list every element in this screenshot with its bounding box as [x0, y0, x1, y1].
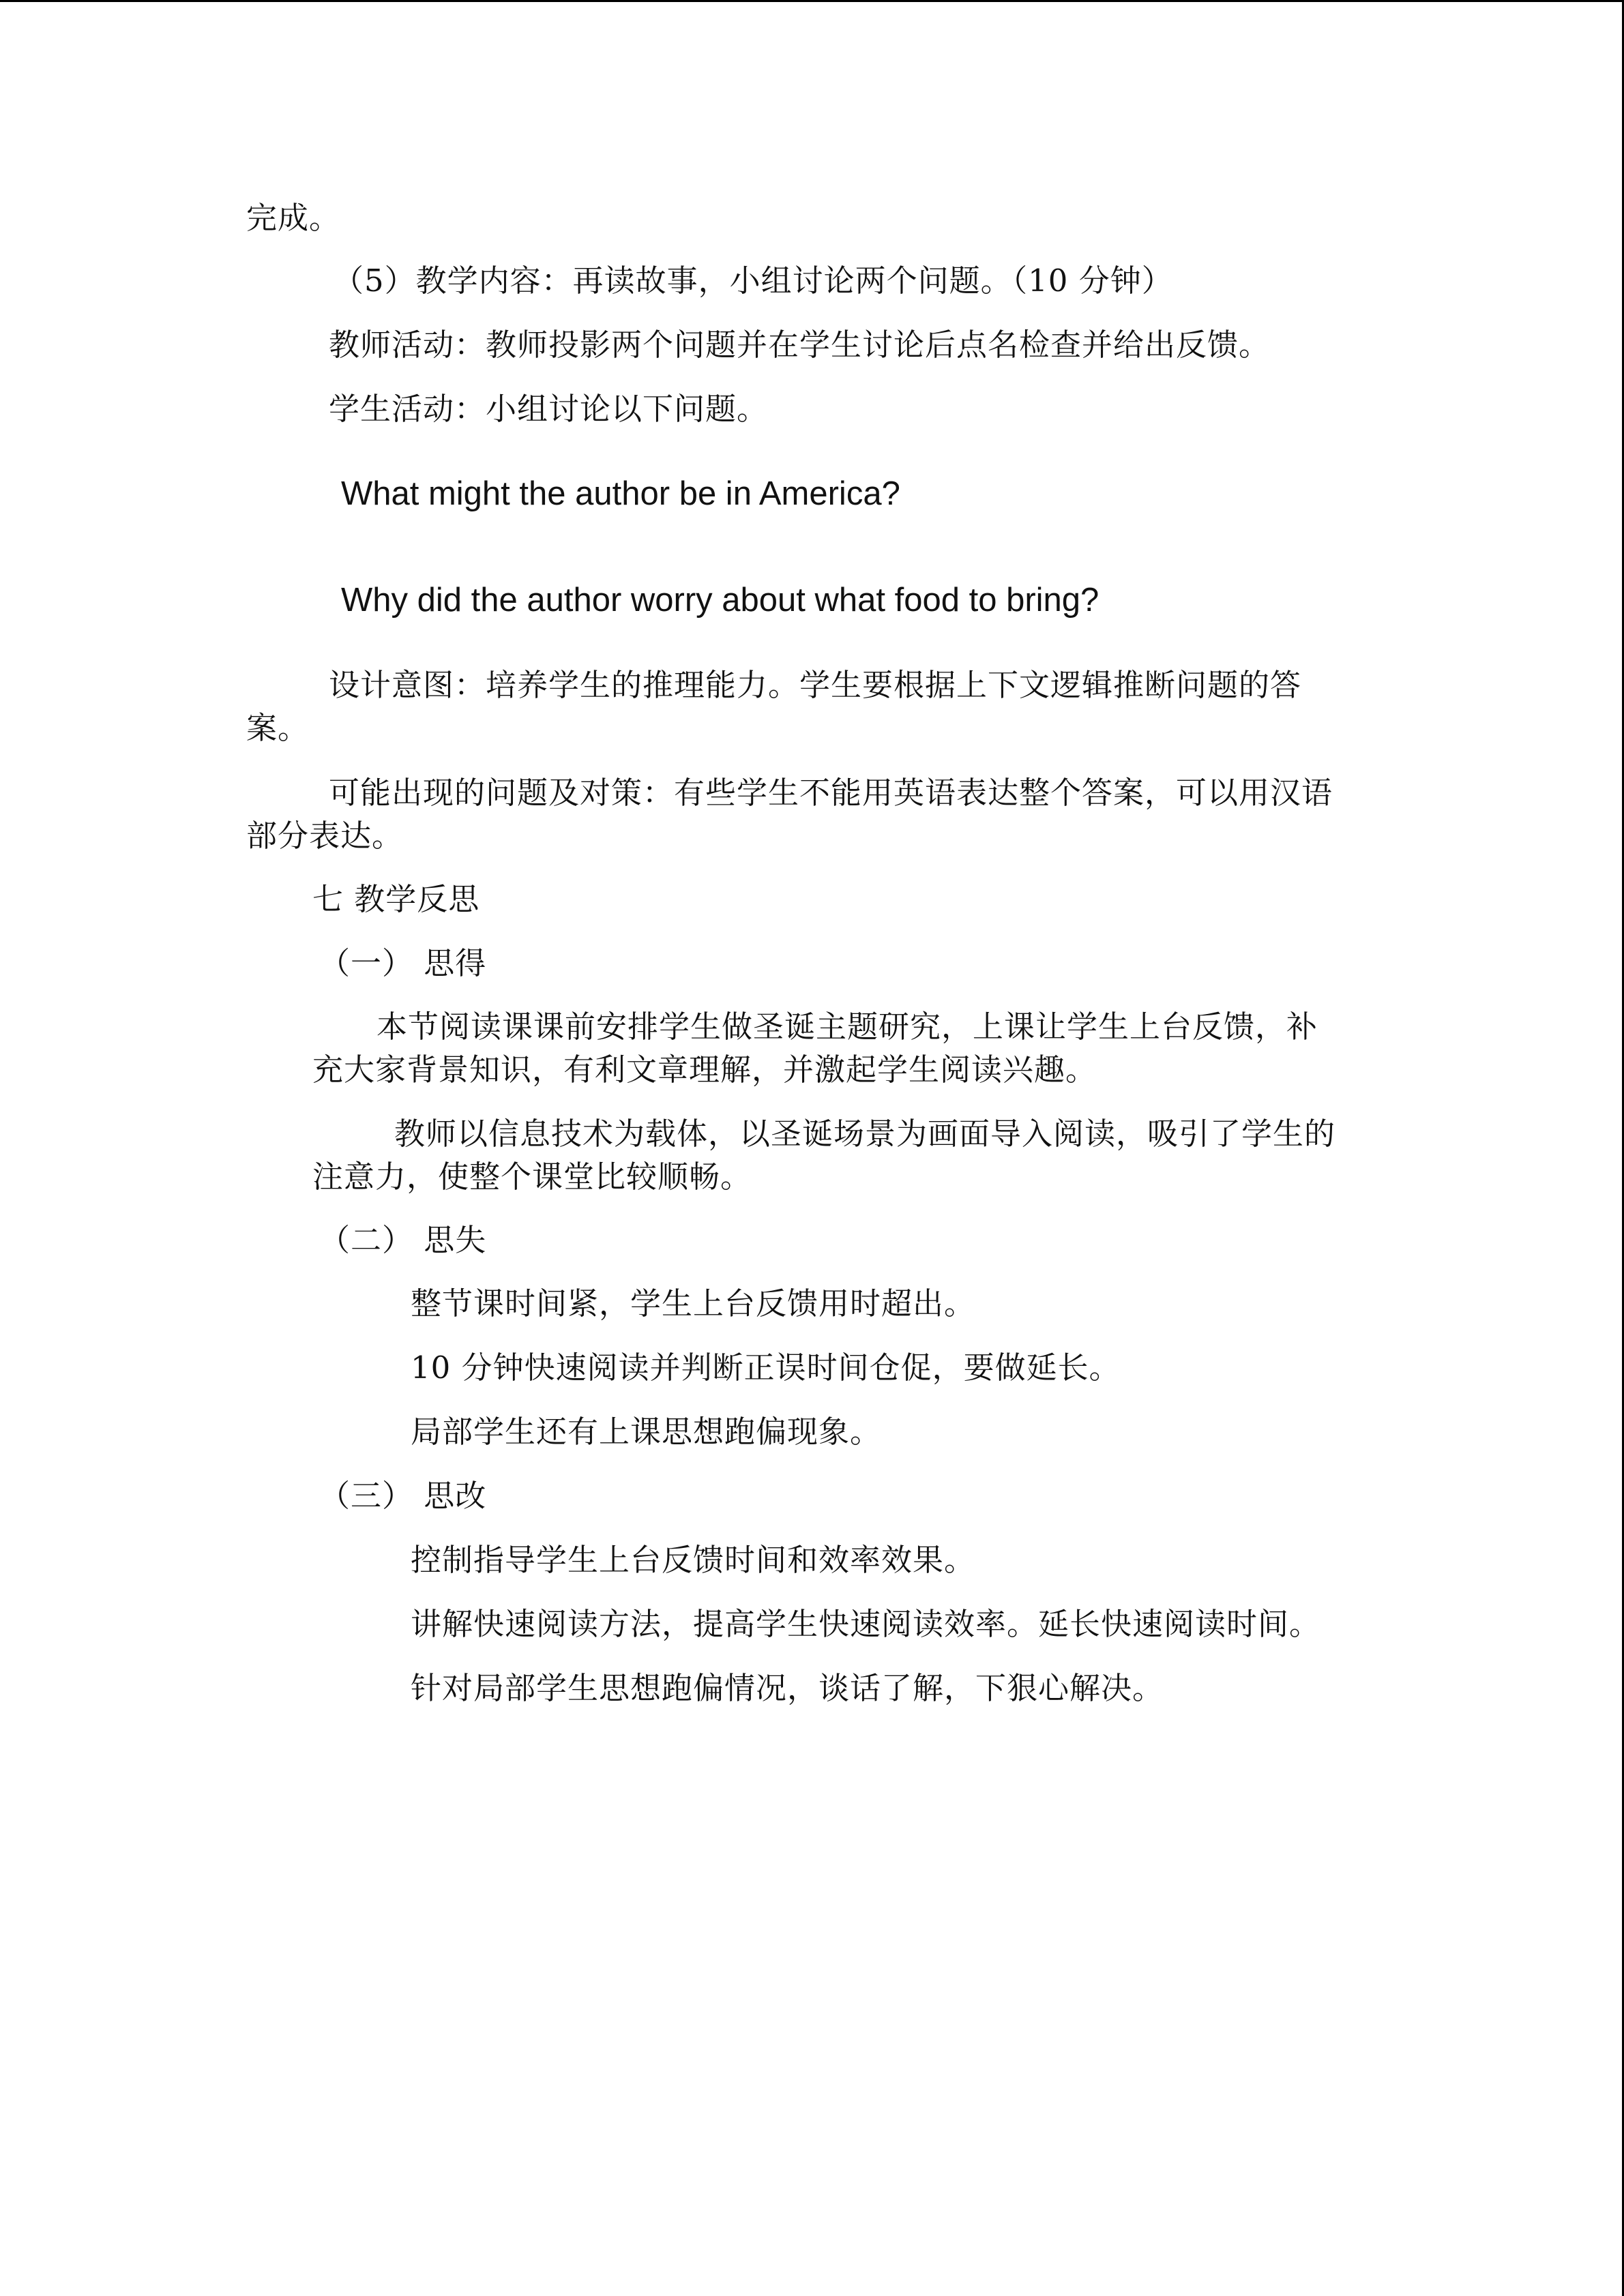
losses-item-3: 局部学生还有上课思想跑偏现象。: [411, 1414, 882, 1450]
problems-line1: 可能出现的问题及对策：有些学生不能用英语表达整个答案，可以用汉语: [329, 775, 1333, 811]
line-complete: 完成。: [246, 200, 341, 236]
improve-item-2: 讲解快速阅读方法，提高学生快速阅读效率。延长快速阅读时间。: [411, 1606, 1321, 1642]
gains-p2-line2: 注意力，使整个课堂比较顺畅。: [312, 1159, 752, 1195]
gains-p1-line1: 本节阅读课课前安排学生做圣诞主题研究，上课让学生上台反馈，补: [377, 1009, 1318, 1045]
losses-item-2: 10 分钟快速阅读并判断正误时间仓促，要做延长。: [411, 1350, 1121, 1386]
step5-heading: （5）教学内容：再读故事，小组讨论两个问题。（10 分钟）: [333, 263, 1173, 299]
question-2: Why did the author worry about what food to bring?: [341, 582, 1099, 618]
gains-p1-line2: 充大家背景知识，有利文章理解，并激起学生阅读兴趣。: [312, 1052, 1097, 1088]
improve-title: （三） 思改: [319, 1478, 487, 1514]
losses-item-1: 整节课时间紧，学生上台反馈用时超出。: [411, 1285, 976, 1322]
gains-title: （一） 思得: [319, 945, 487, 981]
improve-item-1: 控制指导学生上台反馈时间和效率效果。: [411, 1542, 976, 1578]
question-1: What might the author be in America?: [341, 475, 900, 512]
problems-line2: 部分表达。: [246, 818, 404, 854]
design-intent-line2: 案。: [246, 710, 310, 746]
design-intent-line1: 设计意图：培养学生的推理能力。学生要根据上下文逻辑推断问题的答: [329, 667, 1302, 703]
teacher-activity: 教师活动：教师投影两个问题并在学生讨论后点名检查并给出反馈。: [329, 327, 1271, 363]
student-activity: 学生活动：小组讨论以下问题。: [329, 391, 769, 427]
gains-p2-line1: 教师以信息技术为载体，以圣诞场景为画面导入阅读，吸引了学生的: [394, 1116, 1336, 1152]
improve-item-3: 针对局部学生思想跑偏情况，谈话了解，下狠心解决。: [411, 1670, 1164, 1706]
losses-title: （二） 思失: [319, 1222, 487, 1258]
page-border-top: [0, 0, 1624, 2]
section7-title: 七 教学反思: [312, 881, 480, 917]
